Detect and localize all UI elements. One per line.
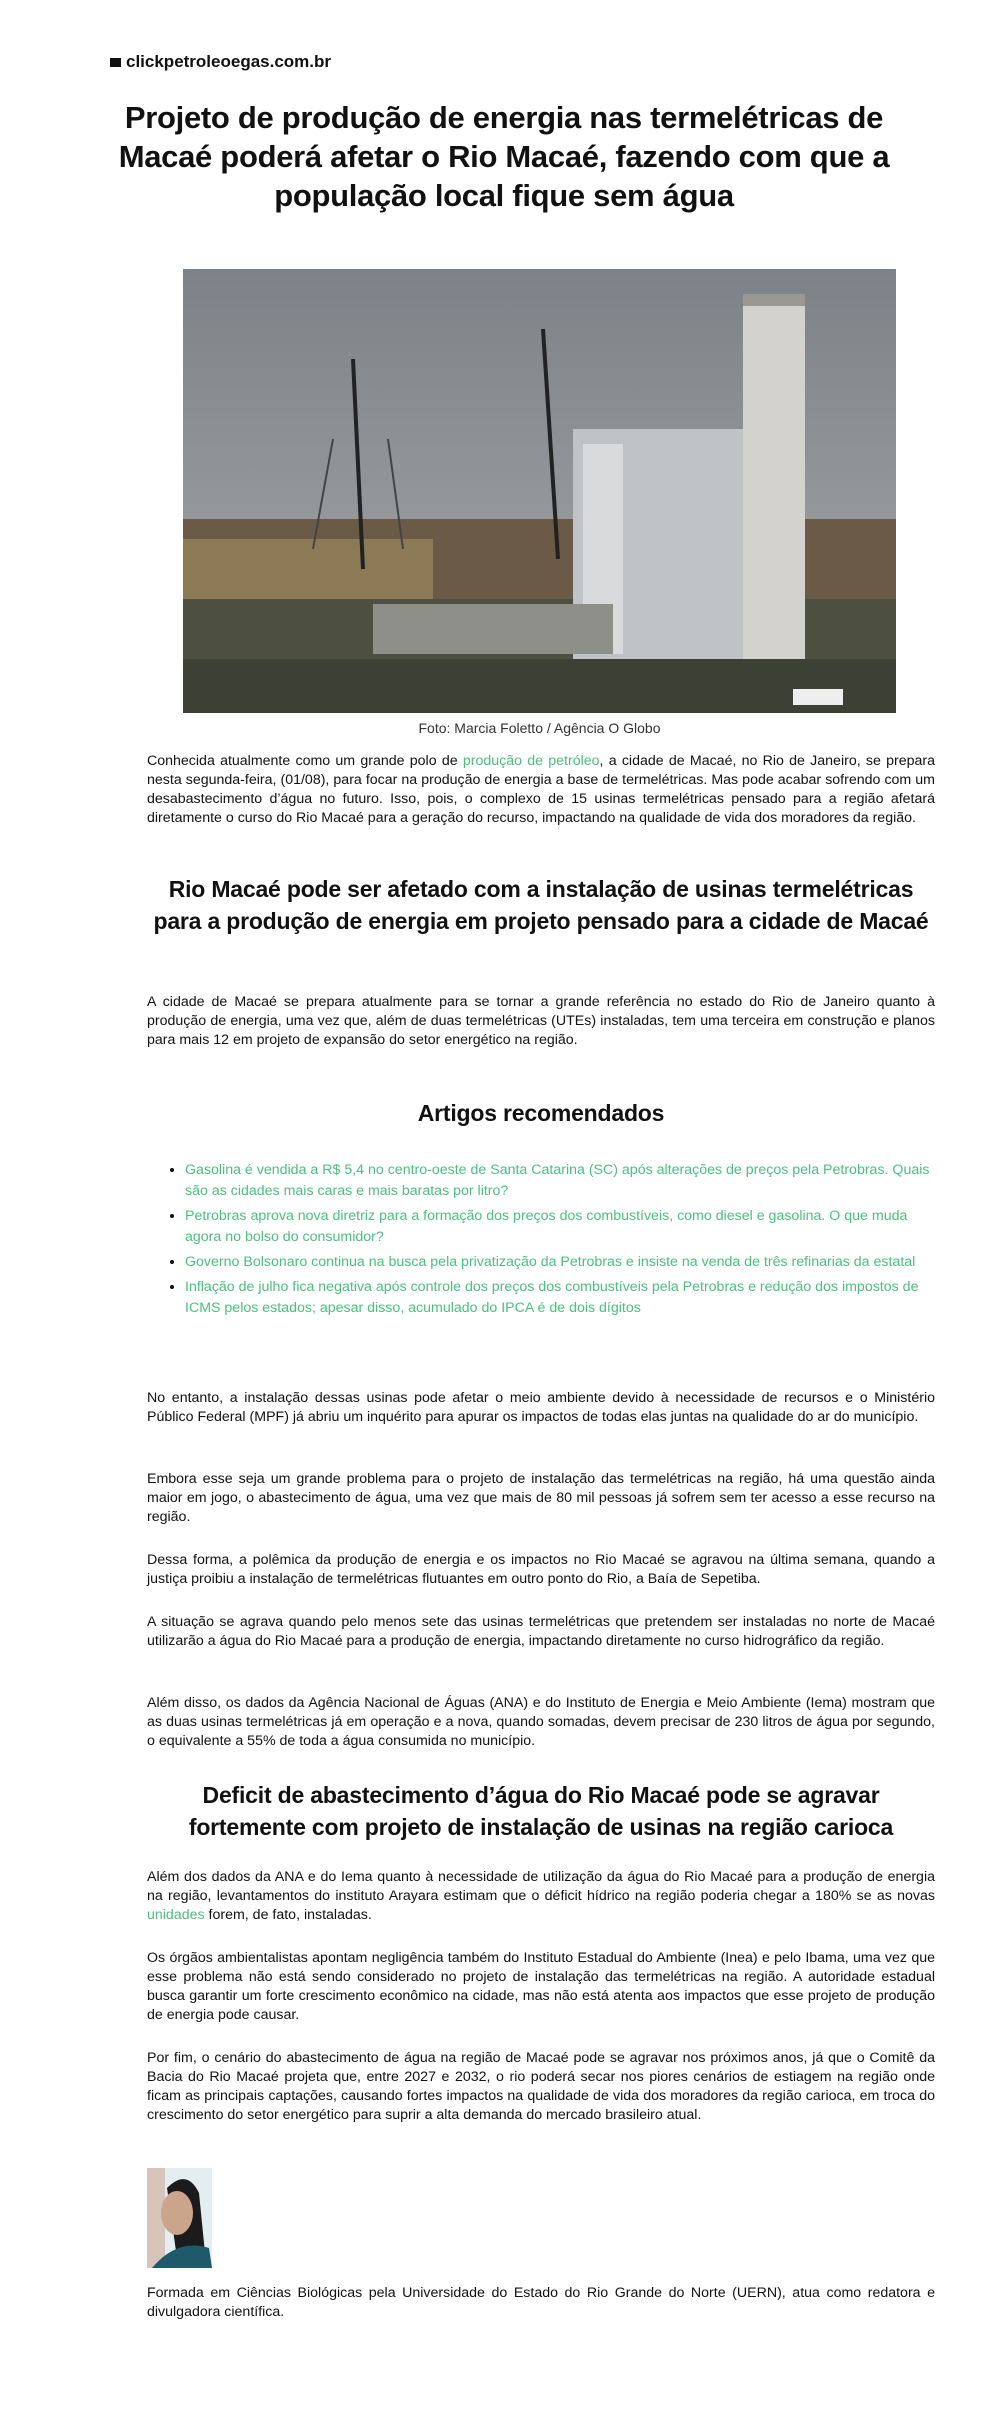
section2-paragraph: Além dos dados da ANA e do Iema quanto à necessidade de utilização da água do Rio Macaé para a produção de energia na região, levantamentos do instituto Arayara estimam que o déficit hídrico na região poderia chegar a 180% se as novas unidades forem, de fato, instaladas. xyxy=(147,1869,935,1923)
article-title: Projeto de produção de energia nas termelétricas de Macaé poderá afetar o Rio Macaé, fazendo com que a população local fique sem água xyxy=(118,100,890,213)
author-avatar xyxy=(147,2168,212,2268)
section2-heading: Deficit de abastecimento d’água do Rio Macaé pode se agravar fortemente com projeto de instalação de usinas na região carioca xyxy=(188,1782,894,1840)
recommended-list xyxy=(147,1160,935,1319)
body-paragraph: Embora esse seja um grande problema para o projeto de instalação das termelétricas na região, há uma questão ainda maior em jogo, o abastecimento de água, uma vez que mais de 80 mil pessoas já sofrem sem ter acesso a esse recurso na região. xyxy=(147,1471,935,1525)
recommended-item[interactable]: • Gasolina é vendida a R$ 5,4 no centro-oeste de Santa Catarina (SC) após alterações de preços pela Petrobras. Quais são as cidades mais caras e mais baratas por litro? xyxy=(185,1160,935,1202)
section2-paragraph: Por fim, o cenário do abastecimento de água na região de Macaé pode se agravar nos próximos anos, já que o Comitê da Bacia do Rio Macaé projeta que, entre 2027 e 2032, o rio poderá secar nos piores cenários de estiagem na região onde ficam as principais captações, causando fortes impactos na qualidade de vida dos moradores da região carioca, em troca do crescimento do setor energético para suprir a alta demanda do mercado brasileiro atual. xyxy=(147,2050,935,2123)
link-producao-petroleo[interactable]: produção de petróleo xyxy=(462,753,600,769)
site-logo-icon xyxy=(110,58,121,67)
site-header[interactable] xyxy=(110,52,331,72)
site-domain[interactable]: clickpetroleoegas.com.br xyxy=(126,52,332,71)
author-bio: Formada em Ciências Biológicas pela Universidade do Estado do Rio Grande do Norte (UERN), atua como redatora e divulgadora científica. xyxy=(147,2285,935,2320)
photo-caption: Foto: Marcia Foletto / Agência O Globo xyxy=(418,720,661,736)
recommended-item[interactable]: • Governo Bolsonaro continua na busca pela privatização da Petrobras e insiste na venda de três refinarias da estatal xyxy=(185,1252,935,1273)
body-paragraph: A situação se agrava quando pelo menos sete das usinas termelétricas que pretendem ser instaladas no norte de Macaé utilizarão a água do Rio Macaé para a produção de energia, impactando diretamente no curso hidrográfico da região. xyxy=(147,1614,935,1649)
body-paragraph: No entanto, a instalação dessas usinas pode afetar o meio ambiente devido à necessidade de recursos e o Ministério Público Federal (MPF) já abriu um inquérito para apurar os impactos de todas elas juntas na qualidade do ar do município. xyxy=(147,1390,935,1425)
link-unidades[interactable]: unidades xyxy=(147,1907,205,1923)
article-photo xyxy=(183,269,896,713)
body-paragraph: Além disso, os dados da Agência Nacional de Águas (ANA) e do Instituto de Energia e Meio Ambiente (Iema) mostram que as duas usinas termelétricas já em operação e a nova, quando somadas, devem precisar de 230 litros de água por segundo, o equivalente a 55% de toda a água consumida no município. xyxy=(147,1695,935,1749)
recommended-item[interactable]: • Petrobras aprova nova diretriz para a formação dos preços dos combustíveis, como diesel e gasolina. O que muda agora no bolso do consumidor? xyxy=(185,1206,935,1248)
section1-heading: Rio Macaé pode ser afetado com a instalação de usinas termelétricas para a produção de energia em projeto pensado para a cidade de Macaé xyxy=(153,876,929,934)
section2-paragraph: Os órgãos ambientalistas apontam negligência também do Instituto Estadual do Ambiente (Inea) e pelo Ibama, uma vez que esse problema não está sendo considerado no projeto de instalação das termelétricas na região. A autoridade estadual busca garantir um forte crescimento econômico na cidade, mas não está atenta aos impactos que esse projeto de produção de energia pode causar. xyxy=(147,1950,935,2023)
intro-paragraph: Conhecida atualmente como um grande polo de produção de petróleo, a cidade de Macaé, no Rio de Janeiro, se prepara nesta segunda-feira, (01/08), para focar na produção de energia a base de termelétricas. Mas pode acabar sofrendo com um desabastecimento d’água no futuro. Isso, pois, o complexo de 15 usinas termelétricas pensado para a região afetará diretamente o curso do Rio Macaé para a geração do recurso, impactando na qualidade de vida dos moradores da região. xyxy=(147,753,935,826)
section1-paragraph: A cidade de Macaé se prepara atualmente para se tornar a grande referência no estado do Rio de Janeiro quanto à produção de energia, uma vez que, além de duas termelétricas (UTEs) instaladas, tem uma terceira em construção e planos para mais 12 em projeto de expansão do setor energético na região. xyxy=(147,994,935,1048)
recommended-heading: Artigos recomendados xyxy=(417,1100,665,1126)
body-paragraph: Dessa forma, a polêmica da produção de energia e os impactos no Rio Macaé se agravou na última semana, quando a justiça proibiu a instalação de termelétricas flutuantes em outro ponto do Rio, a Baía de Sepetiba. xyxy=(147,1552,935,1587)
recommended-item[interactable]: • Inflação de julho fica negativa após controle dos preços dos combustíveis pela Petrobras e redução dos impostos de ICMS pelos estados; apesar disso, acumulado do IPCA é de dois dígitos xyxy=(185,1277,935,1319)
